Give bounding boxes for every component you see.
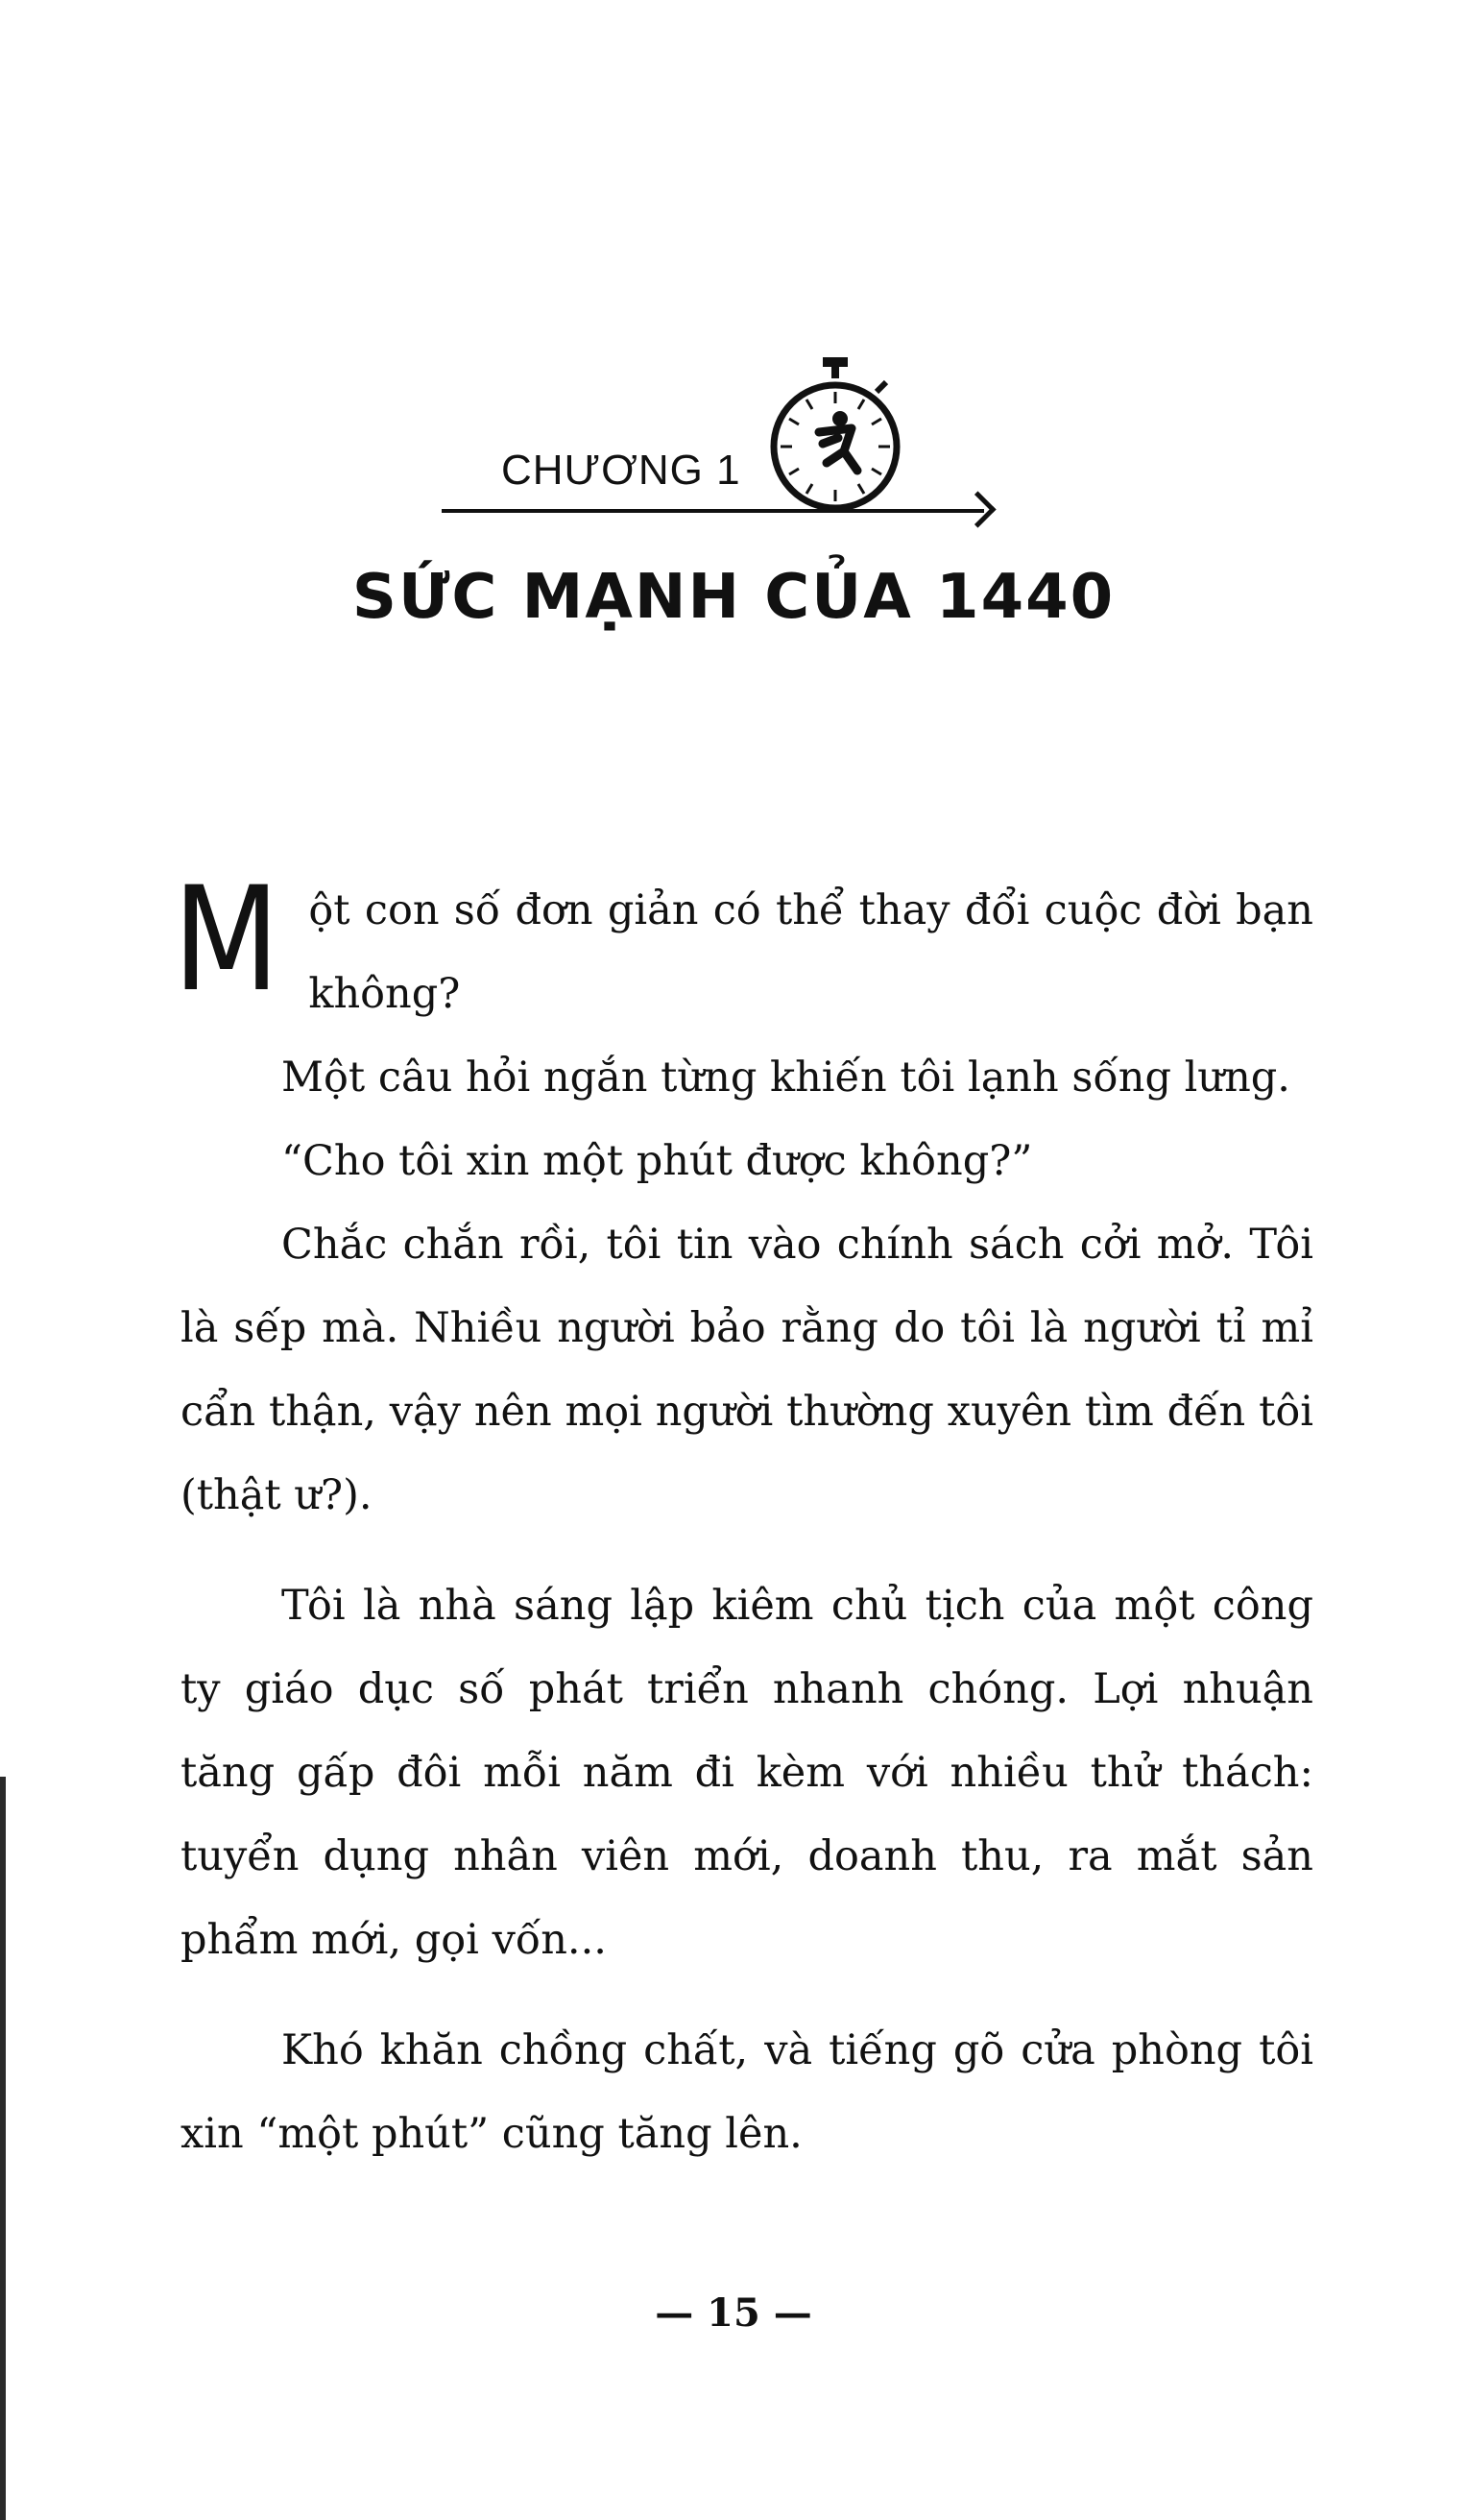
paragraph: Chắc chắn rồi, tôi tin vào chính sách cởi mở. Tôi là sếp mà. Nhiều người bảo rằng do tôi là người tỉ mỉ cẩn thận, vậy nên mọi người thường xuyên tìm đến tôi (thật ư?). xyxy=(180,1221,1313,1519)
paragraph xyxy=(173,857,1313,1036)
paragraph: Tôi là nhà sáng lập kiêm chủ tịch của một công ty giáo dục số phát triển nhanh chóng. Lợi nhuận tăng gấp đôi mỗi năm đi kèm với nhiều thử thách: tuyển dụng nhân viên mới, doanh thu, ra mắt sản phẩm mới, gọi vốn... xyxy=(180,1582,1313,1964)
body-text xyxy=(173,857,1313,2176)
page-number: — 15 — xyxy=(655,2290,812,2336)
paragraph: Khó khăn chồng chất, và tiếng gõ cửa phòng tôi xin “một phút” cũng tăng lên. xyxy=(180,2026,1313,2158)
paragraph-text: ột con số đơn giản có thể thay đổi cuộc đời bạn không? xyxy=(308,886,1313,1018)
drop-cap: M xyxy=(173,857,278,1024)
arrow-right-icon xyxy=(959,491,996,527)
chapter-title: SỨC MẠNH CỦA 1440 xyxy=(351,562,1116,633)
chapter-header xyxy=(442,355,998,547)
paragraph: Một câu hỏi ngắn từng khiến tôi lạnh sống lưng. xyxy=(281,1054,1290,1102)
page-edge-shadow xyxy=(0,1777,6,2520)
stopwatch-icon xyxy=(763,355,907,519)
header-underline xyxy=(442,509,984,513)
chapter-label: CHƯƠNG 1 xyxy=(501,447,741,494)
paragraph: “Cho tôi xin một phút được không?” xyxy=(281,1137,1033,1185)
